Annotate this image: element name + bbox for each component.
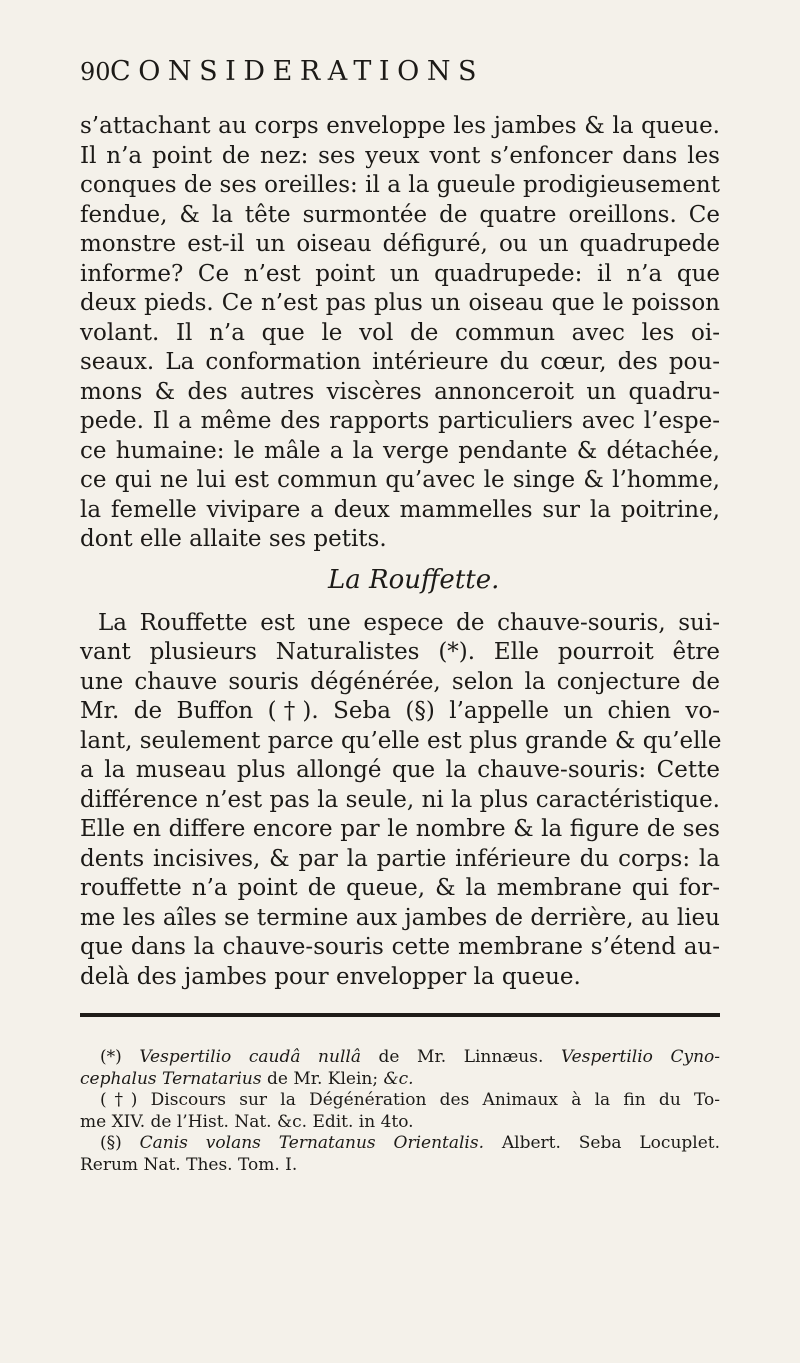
footnote-line: (†) Discours sur la Dégénération des Animaux à la fin du To-: [100, 1090, 720, 1110]
text-line: Elle en differe encore par le nombre & la figure de ses: [80, 816, 720, 842]
footnote-latin-name: Vespertilio Cyno-: [560, 1047, 721, 1067]
text-line: seaux. La conformation intérieure du cœur, des pou-: [80, 349, 720, 375]
footnote-line: Rerum Nat. Thes. Tom. I.: [80, 1154, 298, 1175]
footnote-latin-name: Canis volans Ternatanus Orientalis.: [139, 1133, 484, 1153]
text-line: la femelle vivipare a deux mammelles sur la poitrine,: [80, 496, 720, 523]
text-line: rouffette n’a point de queue, & la membrane qui for-: [80, 875, 720, 901]
running-head: CONSIDERATIONS: [110, 56, 485, 87]
text-line: s’attachant au corps enveloppe les jambes & la queue.: [80, 113, 720, 139]
footnote-text: de Mr. Klein;: [266, 1068, 379, 1089]
footnote-text: Albert. Seba Locuplet.: [501, 1133, 721, 1153]
footnote-line: [80, 1133, 720, 1155]
paragraph-1: [80, 112, 720, 555]
footnote-mark: (§): [100, 1133, 122, 1153]
text-line: que dans la chauve-souris cette membrane s’étend au-: [80, 934, 720, 960]
text-line: pede. Il a même des rapports particuliers avec l’espe-: [80, 408, 720, 434]
paragraph-2: [80, 609, 720, 993]
page-number: 90: [80, 58, 111, 86]
text-line: Mr. de Buffon (†). Seba (§) l’appelle un chien vo-: [80, 698, 720, 724]
text-line: me les aîles se termine aux jambes de derrière, au lieu: [80, 904, 720, 931]
footnote-latin-name: Vespertilio caudâ nullâ: [139, 1047, 361, 1067]
text-line: ce humaine: le mâle a la verge pendante & détachée,: [80, 437, 720, 464]
footnote-line: me XIV. de l’Hist. Nat. &c. Edit. in 4to.: [80, 1111, 414, 1132]
section-title: La Rouffette.: [328, 564, 500, 595]
footnote-line: [80, 1069, 720, 1091]
text-line: La Rouffette est une espece de chauve-souris, sui-: [98, 609, 720, 636]
footnote-text: de Mr. Linnæus.: [378, 1047, 544, 1067]
text-line: deux pieds. Ce n’est pas plus un oiseau que le poisson: [80, 290, 720, 316]
text-line: lant, seulement parce qu’elle est plus grande & qu’elle: [80, 727, 722, 754]
text-line: informe? Ce n’est point un quadrupede: il n’a que: [80, 260, 720, 287]
text-line: Il n’a point de nez: ses yeux vont s’enfoncer dans les: [80, 142, 720, 169]
text-line: mons & des autres viscères annonceroit un quadru-: [80, 378, 720, 405]
text-line: volant. Il n’a que le vol de commun avec les oi-: [80, 319, 720, 346]
text-line: dents incisives, & par la partie inférieure du corps: la: [80, 845, 720, 872]
text-line: une chauve souris dégénérée, selon la conjecture de: [80, 668, 720, 695]
text-line: vant plusieurs Naturalistes (*). Elle pourroit être: [80, 639, 720, 665]
text-line: ce qui ne lui est commun qu’avec le singe & l’homme,: [80, 467, 720, 493]
text-line: fendue, & la tête surmontée de quatre oreillons. Ce: [80, 201, 720, 228]
body-text: [80, 112, 720, 992]
text-line: a la museau plus allongé que la chauve-souris: Cette: [80, 757, 720, 783]
text-line: monstre est-il un oiseau défiguré, ou un quadrupede: [80, 231, 720, 257]
footnote-latin-name: cephalus Ternatarius: [80, 1068, 262, 1089]
footnotes: [80, 1047, 720, 1176]
footnote-mark: (*): [100, 1047, 122, 1067]
text-line: conques de ses oreilles: il a la gueule prodigieusement: [80, 172, 720, 198]
text-line: différence n’est pas la seule, ni la plus caractéristique.: [80, 786, 720, 813]
footnote-etc: &c.: [383, 1068, 414, 1089]
footnote-rule: [80, 1013, 720, 1017]
footnote-line: [80, 1047, 720, 1069]
text-line: dont elle allaite ses petits.: [80, 526, 387, 552]
page-header: [80, 58, 730, 98]
text-line: delà des jambes pour envelopper la queue.: [80, 963, 581, 990]
